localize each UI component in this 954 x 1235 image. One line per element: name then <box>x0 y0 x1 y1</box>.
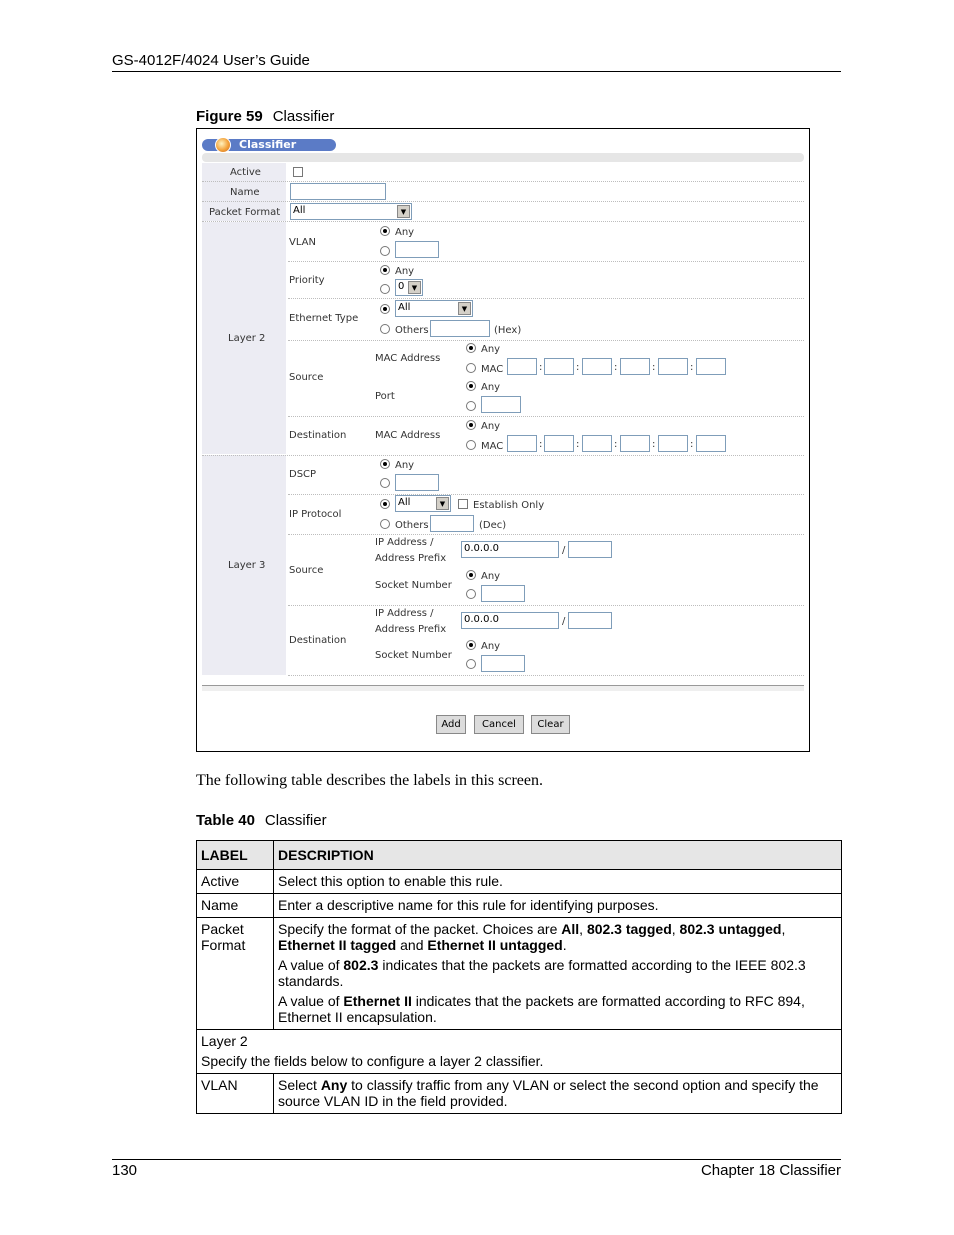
active-label: Active <box>230 167 261 178</box>
text-run: to classify traffic from any VLAN or select the second option and specify the source VLAN ID in the field provided. <box>278 1077 819 1109</box>
row-separator <box>288 298 804 299</box>
vlan-label: VLAN <box>289 237 316 248</box>
priority-any-label: Any <box>395 266 415 277</box>
destination-mac-octet-input[interactable] <box>658 435 688 452</box>
dscp-value-radio[interactable] <box>380 478 390 488</box>
ip-protocol-others-label: Others <box>395 520 429 531</box>
bold-term: 802.3 untagged <box>679 921 782 937</box>
text-run: A value of <box>278 993 344 1009</box>
section-description: Specify the fields below to configure a layer 2 classifier. <box>201 1053 544 1069</box>
row-separator <box>288 675 804 676</box>
packet-format-select[interactable] <box>290 203 412 220</box>
dropdown-arrow-icon: ▼ <box>408 281 421 294</box>
source-port-label: Port <box>375 391 395 402</box>
mac-colon: : <box>690 439 694 450</box>
row-label: Active <box>197 870 274 894</box>
row-description <box>274 1074 842 1114</box>
destination-l2-label: Destination <box>289 430 347 441</box>
label-line: Packet <box>201 921 244 937</box>
priority-select[interactable] <box>395 279 423 296</box>
source-mac-octet-input[interactable] <box>696 358 726 375</box>
mac-colon: : <box>652 362 656 373</box>
destination-socket-label: Socket Number <box>375 650 452 661</box>
mac-colon: : <box>614 439 618 450</box>
active-checkbox[interactable] <box>293 167 303 177</box>
text-run: and <box>396 937 428 953</box>
source-l2-label: Source <box>289 372 324 383</box>
dscp-any-label: Any <box>395 460 415 471</box>
priority-any-radio[interactable] <box>380 265 390 275</box>
source-socket-radio[interactable] <box>466 589 476 599</box>
establish-only-checkbox[interactable] <box>458 499 468 509</box>
dropdown-arrow-icon: ▼ <box>436 497 449 510</box>
mac-colon: : <box>539 439 543 450</box>
classifier-screenshot <box>196 128 810 752</box>
description-table <box>196 840 842 1114</box>
destination-prefix-input[interactable] <box>568 612 612 629</box>
mac-colon: : <box>539 362 543 373</box>
priority-value-radio[interactable] <box>380 284 390 294</box>
prefix-slash: / <box>562 545 566 556</box>
destination-ip-label: IP Address / <box>375 608 434 619</box>
destination-mac-label: MAC <box>481 441 504 452</box>
vlan-any-radio[interactable] <box>380 226 390 236</box>
add-button[interactable]: Add <box>436 715 466 734</box>
text-run: . <box>562 937 567 953</box>
ip-protocol-value: All <box>398 497 411 508</box>
dscp-any-radio[interactable] <box>380 459 390 469</box>
row-label <box>197 918 274 1030</box>
name-input[interactable] <box>290 183 386 200</box>
table-title: Classifier <box>264 812 327 829</box>
ethertype-hex-input[interactable] <box>430 320 490 337</box>
priority-value: 0 <box>398 281 405 292</box>
source-mac-octet-input[interactable] <box>507 358 537 375</box>
destination-mac-octet-input[interactable] <box>696 435 726 452</box>
chapter-title: Chapter 18 Classifier <box>700 1162 841 1179</box>
source-mac-octet-input[interactable] <box>544 358 574 375</box>
source-l3-label: Source <box>289 565 324 576</box>
vlan-any-label: Any <box>395 227 415 238</box>
mac-colon: : <box>576 439 580 450</box>
dropdown-arrow-icon: ▼ <box>397 205 410 218</box>
destination-ip-input[interactable]: 0.0.0.0 <box>461 612 559 629</box>
destination-mac-any-label: Any <box>481 421 501 432</box>
ethertype-hex-label: (Hex) <box>494 325 522 336</box>
source-port-any-label: Any <box>481 382 501 393</box>
source-mac-octet-input[interactable] <box>620 358 650 375</box>
ethertype-others-radio[interactable] <box>380 324 390 334</box>
source-mac-label: MAC <box>481 364 504 375</box>
ethertype-all-radio[interactable] <box>380 304 390 314</box>
source-socket-any-label: Any <box>481 571 501 582</box>
table-number: Table 40 <box>196 812 255 829</box>
destination-l3-label: Destination <box>289 635 347 646</box>
source-socket-input[interactable] <box>481 585 525 602</box>
text-run: indicates that the packets are formatted according to RFC 894, Ethernet II encapsulation. <box>278 993 805 1025</box>
row-separator <box>288 605 804 606</box>
row-separator <box>202 221 804 222</box>
mac-colon: : <box>690 362 694 373</box>
bold-term: 802.3 <box>343 957 379 973</box>
source-mac-octet-input[interactable] <box>582 358 612 375</box>
table-section-row <box>197 1030 842 1074</box>
ethertype-value: All <box>398 302 411 313</box>
row-separator <box>202 201 804 202</box>
packet-format-label: Packet Format <box>209 207 281 218</box>
footer-rule <box>112 1159 841 1160</box>
row-separator <box>288 340 804 341</box>
source-ip-label: IP Address / <box>375 537 434 548</box>
destination-socket-any-radio[interactable] <box>466 640 476 650</box>
mac-colon: : <box>576 362 580 373</box>
row-separator <box>288 416 804 417</box>
ethertype-others-label: Others <box>395 325 429 336</box>
bold-term: Ethernet II untagged <box>427 937 563 953</box>
destination-mac-octet-input[interactable] <box>620 435 650 452</box>
description-paragraph <box>278 921 836 953</box>
bold-term: Ethernet II tagged <box>278 937 397 953</box>
row-separator <box>288 534 804 535</box>
text-run: , <box>781 921 786 937</box>
destination-mac-octet-input[interactable] <box>507 435 537 452</box>
destination-socket-input[interactable] <box>481 655 525 672</box>
name-label: Name <box>230 187 260 198</box>
orb-icon <box>215 137 231 153</box>
bold-term: Ethernet II <box>343 993 412 1009</box>
source-mac-any-radio[interactable] <box>466 343 476 353</box>
layer3-label: Layer 3 <box>228 560 266 571</box>
row-label: VLAN <box>197 1074 274 1114</box>
source-socket-any-radio[interactable] <box>466 570 476 580</box>
dscp-label: DSCP <box>289 469 317 480</box>
destination-mac-octet-input[interactable] <box>544 435 574 452</box>
ip-protocol-label: IP Protocol <box>289 509 342 520</box>
figure-number: Figure 59 <box>196 108 263 125</box>
clear-button[interactable]: Clear <box>531 715 570 734</box>
destination-socket-any-label: Any <box>481 641 501 652</box>
source-mac-any-label: Any <box>481 344 501 355</box>
bold-term: Any <box>320 1077 348 1093</box>
source-ip-input[interactable]: 0.0.0.0 <box>461 541 559 558</box>
table-row <box>197 918 842 1030</box>
destination-prefix-label: Address Prefix <box>375 624 447 635</box>
layer2-label: Layer 2 <box>228 333 266 344</box>
figure-caption <box>196 108 334 125</box>
bold-term: All <box>561 921 580 937</box>
source-mac-address-label: MAC Address <box>375 353 441 364</box>
source-prefix-input[interactable] <box>568 541 612 558</box>
mac-colon: : <box>652 439 656 450</box>
ip-protocol-dec-input[interactable] <box>430 515 474 532</box>
ethertype-select[interactable] <box>395 300 473 317</box>
bottom-bar <box>202 685 804 691</box>
source-prefix-label: Address Prefix <box>375 553 447 564</box>
source-mac-octet-input[interactable] <box>658 358 688 375</box>
ip-protocol-select[interactable] <box>395 495 451 512</box>
description-paragraph <box>278 993 836 1025</box>
table-row <box>197 894 842 918</box>
row-label: Name <box>197 894 274 918</box>
packet-format-value: All <box>293 205 306 216</box>
ip-protocol-all-radio[interactable] <box>380 499 390 509</box>
source-port-input[interactable] <box>481 396 521 413</box>
dscp-input[interactable] <box>395 474 439 491</box>
cancel-button[interactable]: Cancel <box>474 715 524 734</box>
intro-paragraph: The following table describes the labels in this screen. <box>196 772 544 789</box>
row-description: Enter a descriptive name for this rule for identifying purposes. <box>274 894 842 918</box>
table-row <box>197 1074 842 1114</box>
destination-mac-any-radio[interactable] <box>466 420 476 430</box>
source-socket-label: Socket Number <box>375 580 452 591</box>
text-run: Specify the format of the packet. Choices are <box>278 921 562 937</box>
text-run: , <box>579 921 587 937</box>
header-label: LABEL <box>197 841 274 870</box>
running-header: GS-4012F/4024 User’s Guide <box>112 52 310 69</box>
source-mac-radio[interactable] <box>466 363 476 373</box>
vlan-id-radio[interactable] <box>380 246 390 256</box>
figure-title: Classifier <box>272 108 335 125</box>
text-run: , <box>671 921 680 937</box>
mac-colon: : <box>614 362 618 373</box>
destination-socket-radio[interactable] <box>466 659 476 669</box>
bold-term: 802.3 tagged <box>586 921 672 937</box>
destination-mac-radio[interactable] <box>466 440 476 450</box>
vlan-id-input[interactable] <box>395 241 439 258</box>
destination-mac-address-label: MAC Address <box>375 430 441 441</box>
table-caption <box>196 812 327 829</box>
ethernet-type-label: Ethernet Type <box>289 313 359 324</box>
text-run: Select <box>278 1077 321 1093</box>
ip-protocol-dec-label: (Dec) <box>479 520 507 531</box>
dropdown-arrow-icon: ▼ <box>458 302 471 315</box>
ip-protocol-others-radio[interactable] <box>380 519 390 529</box>
source-port-radio[interactable] <box>466 401 476 411</box>
text-run: A value of <box>278 957 344 973</box>
section-title: Layer 2 <box>201 1033 248 1049</box>
row-separator <box>288 261 804 262</box>
destination-mac-octet-input[interactable] <box>582 435 612 452</box>
source-port-any-radio[interactable] <box>466 381 476 391</box>
priority-label: Priority <box>289 275 325 286</box>
header-description: DESCRIPTION <box>274 841 842 870</box>
establish-only-label: Establish Only <box>473 500 545 511</box>
screen-title: Classifier <box>239 138 297 151</box>
row-separator <box>288 494 804 495</box>
label-line: Format <box>201 937 246 953</box>
text-run: indicates that the packets are formatted according to the IEEE 802.3 standards. <box>278 957 806 989</box>
prefix-slash: / <box>562 616 566 627</box>
top-bar <box>202 153 804 162</box>
table-header-row <box>197 841 842 870</box>
table-row <box>197 870 842 894</box>
row-description <box>274 918 842 1030</box>
section-cell <box>197 1030 842 1074</box>
row-description: Select this option to enable this rule. <box>274 870 842 894</box>
row-separator <box>202 455 804 456</box>
header-rule <box>112 71 841 72</box>
row-separator <box>202 181 804 182</box>
page-number: 130 <box>112 1162 138 1179</box>
description-paragraph <box>278 957 836 989</box>
